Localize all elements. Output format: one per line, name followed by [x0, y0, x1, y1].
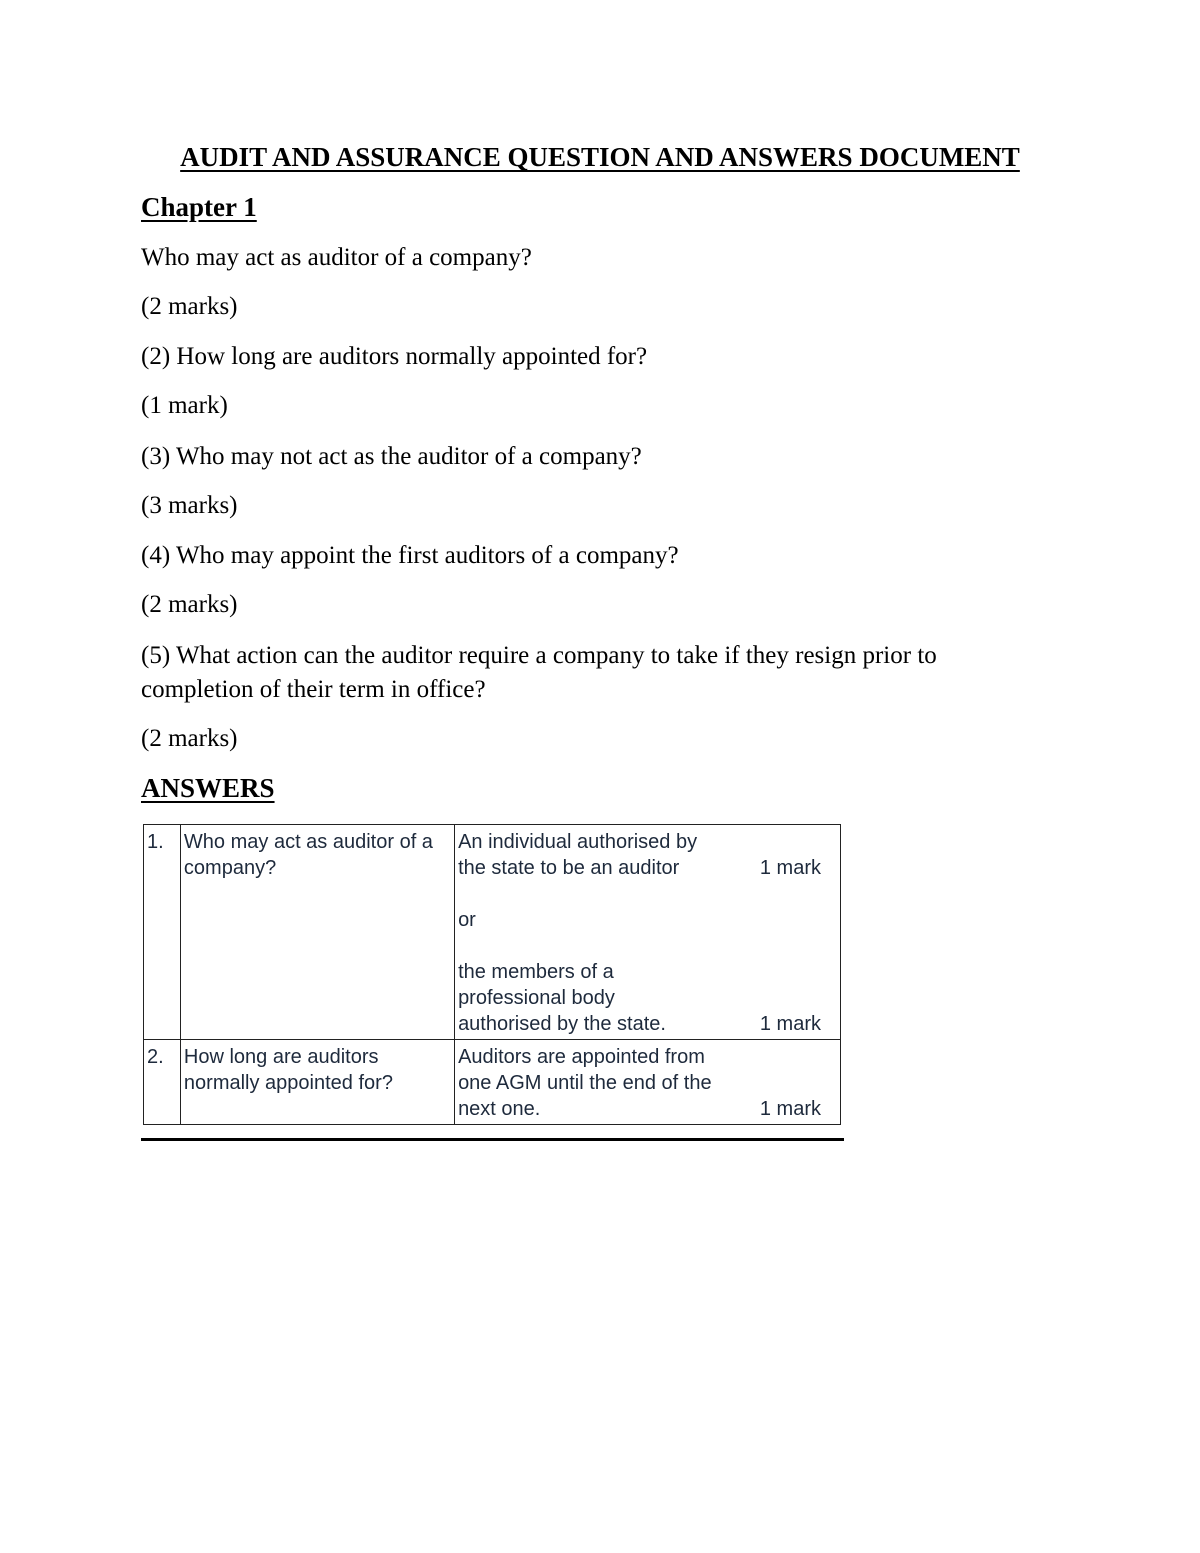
answer-line — [458, 855, 837, 881]
answers-heading: ANSWERS — [141, 773, 275, 803]
question-1-text: Who may act as auditor of a company? — [141, 244, 532, 271]
answer-mark: 1 mark — [759, 1098, 821, 1120]
answer-mark: 1 mark — [759, 857, 821, 879]
row-question: How long are auditors normally appointed for? — [180, 1040, 454, 1125]
question-2-marks: (1 mark) — [141, 392, 228, 419]
table-row — [144, 825, 841, 1040]
question-4-marks: (2 marks) — [141, 591, 238, 618]
row-question: Who may act as auditor of a company? — [180, 825, 454, 1040]
answer-line — [458, 1096, 837, 1122]
answer-line — [458, 1011, 837, 1037]
answer-spacer — [458, 881, 837, 907]
answer-line — [458, 1044, 837, 1070]
question-5-text-line2: completion of their term in office? — [141, 676, 486, 703]
answer-text: one AGM until the end of the — [458, 1072, 712, 1094]
answer-text: next one. — [458, 1098, 541, 1120]
answer-text: An individual authorised by — [458, 831, 698, 853]
row-answer — [455, 825, 841, 1040]
answer-text: Auditors are appointed from — [458, 1046, 705, 1068]
table-row — [144, 1040, 841, 1125]
table-bottom-rule — [141, 1138, 844, 1141]
question-4-text: (4) Who may appoint the first auditors of a company? — [141, 542, 679, 569]
chapter-heading: Chapter 1 — [141, 192, 257, 222]
question-2-text: (2) How long are auditors normally appointed for? — [141, 343, 648, 370]
answer-text: the state to be an auditor — [458, 857, 680, 879]
answer-line — [458, 985, 837, 1011]
answer-text: the members of a — [458, 961, 614, 983]
answer-text: or — [458, 909, 476, 931]
question-5-marks: (2 marks) — [141, 725, 238, 752]
row-number: 2. — [144, 1040, 181, 1125]
answers-table — [143, 824, 841, 1125]
answer-line — [458, 959, 837, 985]
question-1-marks: (2 marks) — [141, 293, 238, 320]
question-3-marks: (3 marks) — [141, 492, 238, 519]
question-3-text: (3) Who may not act as the auditor of a company? — [141, 443, 642, 470]
page-title: AUDIT AND ASSURANCE QUESTION AND ANSWERS DOCUMENT — [180, 142, 1020, 172]
answer-text: professional body — [458, 987, 615, 1009]
row-answer — [455, 1040, 841, 1125]
answer-mark: 1 mark — [759, 1013, 821, 1035]
row-number: 1. — [144, 825, 181, 1040]
answer-line — [458, 1070, 837, 1096]
answer-spacer — [458, 933, 837, 959]
question-5-text-line1: (5) What action can the auditor require a company to take if they resign prior to — [141, 642, 937, 669]
answer-line — [458, 829, 837, 855]
answer-text: authorised by the state. — [458, 1013, 666, 1035]
answer-line — [458, 907, 837, 933]
